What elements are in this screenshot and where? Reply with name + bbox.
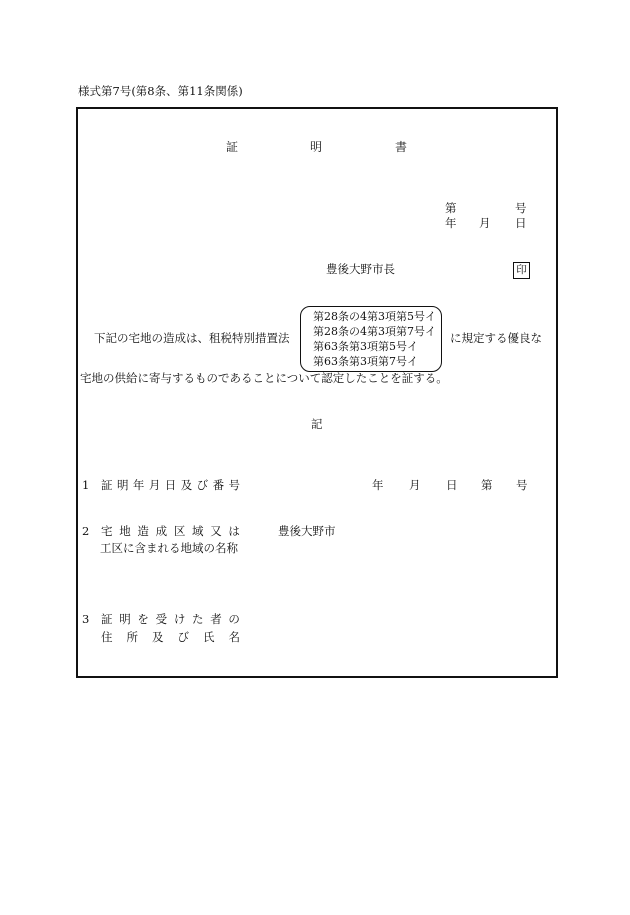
provisions-bracket bbox=[300, 306, 442, 372]
item-label-line2: 工区に含まれる地域の名称 bbox=[100, 541, 238, 555]
item-value: 豊後大野市 bbox=[278, 524, 336, 538]
title-char: 証 bbox=[226, 140, 239, 154]
item-label: 証 明 年 月 日 及 び 番 号 bbox=[101, 478, 240, 492]
title-char: 書 bbox=[395, 140, 408, 154]
item-value-char: 日 bbox=[446, 478, 458, 492]
ki-heading: 記 bbox=[311, 417, 323, 431]
issuer-name: 豊後大野市長 bbox=[326, 262, 395, 276]
item-number: 3 bbox=[82, 612, 90, 626]
provision-line: 第63条第3項第5号イ bbox=[313, 340, 418, 353]
number-dai: 第 bbox=[445, 201, 457, 215]
item-value-char: 年 bbox=[372, 478, 384, 492]
item-value-char: 号 bbox=[516, 478, 528, 492]
date-day: 日 bbox=[515, 216, 527, 230]
body-line2: 宅地の供給に寄与するものであることについて認定したことを証する。 bbox=[80, 371, 448, 385]
item-number: 2 bbox=[82, 524, 90, 538]
form-header: 様式第7号(第8条、第11条関係) bbox=[78, 84, 243, 98]
item-value-char: 月 bbox=[409, 478, 421, 492]
date-year: 年 bbox=[445, 216, 457, 230]
body-tail: に規定する優良な bbox=[450, 331, 542, 345]
item-label: 証 明 を 受 け た 者 の bbox=[101, 612, 240, 626]
item-value-char: 第 bbox=[481, 478, 493, 492]
item-label-line2: 住 所 及 び 氏 名 bbox=[101, 630, 240, 644]
title-char: 明 bbox=[310, 140, 323, 154]
item-label: 宅 地 造 成 区 域 又 は bbox=[101, 524, 240, 538]
item-number: 1 bbox=[82, 478, 90, 492]
provision-line: 第63条第3項第7号イ bbox=[313, 355, 418, 368]
number-go: 号 bbox=[515, 201, 527, 215]
certificate-form bbox=[76, 107, 558, 678]
date-month: 月 bbox=[479, 216, 491, 230]
provision-line: 第28条の4第3項第5号イ bbox=[313, 310, 436, 323]
body-lead: 下記の宅地の造成は、租税特別措置法 bbox=[94, 331, 290, 345]
provision-line: 第28条の4第3項第7号イ bbox=[313, 325, 436, 338]
seal-mark: 印 bbox=[513, 262, 530, 279]
